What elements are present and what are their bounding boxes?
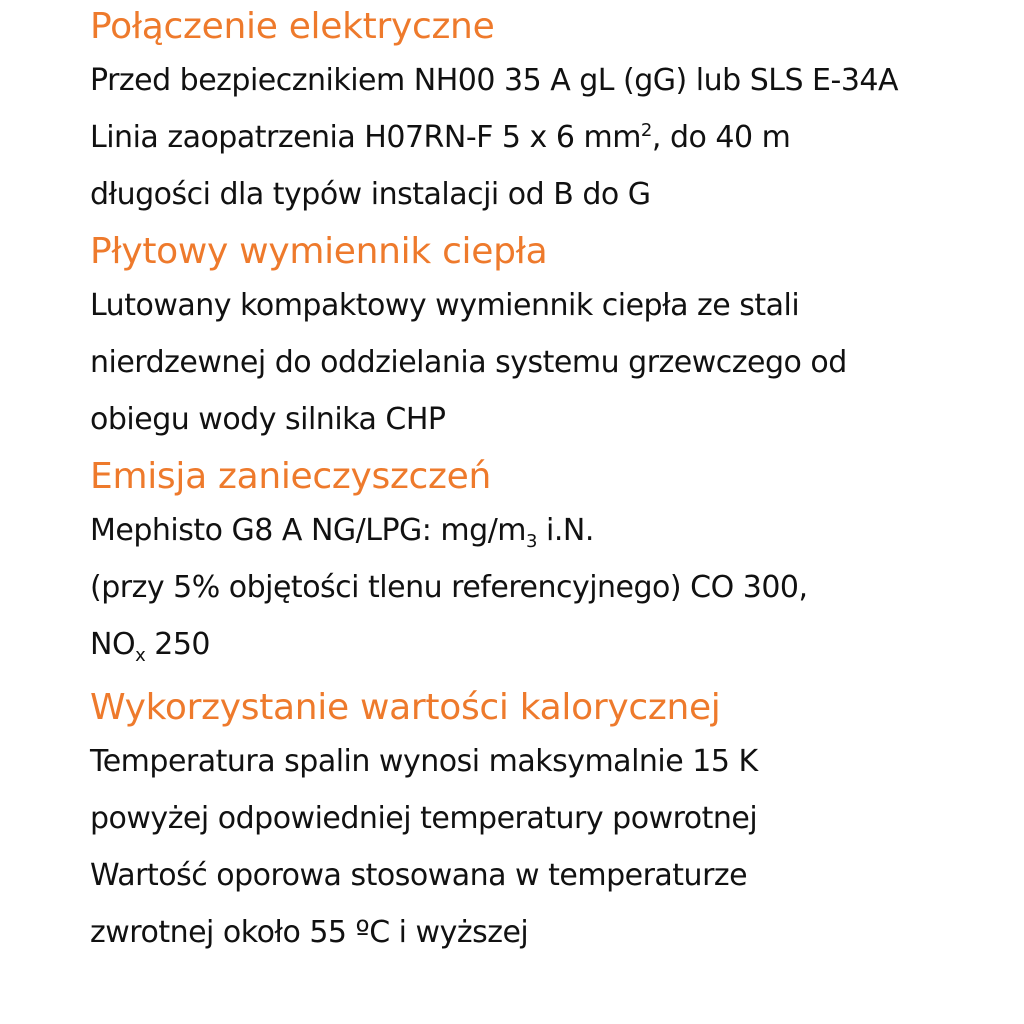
section-calorific-value-use [90, 673, 1024, 961]
section-heading: Wykorzystanie wartości kalorycznej [90, 687, 721, 728]
section-heading: Emisja zanieczyszczeń [90, 456, 492, 497]
text-line: Przed bezpiecznikiem NH00 35 A gL (gG) lub SLS E-34A [90, 63, 899, 98]
text-line: długości dla typów instalacji od B do G [90, 177, 651, 212]
text-line: (przy 5% objętości tlenu referencyjnego) CO 300, [90, 570, 808, 605]
text-line: Linia zaopatrzenia H07RN-F 5 x 6 $mm^2$, do 40 m [90, 120, 791, 155]
text-line: powyżej odpowiedniej temperatury powrotnej [90, 801, 758, 836]
spec-document [90, 0, 1024, 961]
section-emissions [90, 448, 1024, 673]
text-line: nierdzewnej do oddzielania systemu grzewczego od [90, 345, 847, 380]
text-line: $NO_x$ 250 [90, 627, 211, 666]
text-line: Temperatura spalin wynosi maksymalnie 15 K [90, 744, 758, 779]
section-electrical-connection [90, 0, 1024, 223]
section-plate-heat-exchanger [90, 223, 1024, 448]
section-heading: Płytowy wymiennik ciepła [90, 231, 548, 272]
text-line: zwrotnej około 55 ºC i wyższej [90, 915, 529, 950]
text-line: Wartość oporowa stosowana w temperaturze [90, 858, 748, 893]
text-line: obiegu wody silnika CHP [90, 402, 446, 437]
text-line: Mephisto G8 A NG/LPG: $mg/m_3$ i.N. [90, 513, 594, 552]
section-heading: Połączenie elektryczne [90, 6, 495, 47]
text-line: Lutowany kompaktowy wymiennik ciepła ze stali [90, 288, 800, 323]
